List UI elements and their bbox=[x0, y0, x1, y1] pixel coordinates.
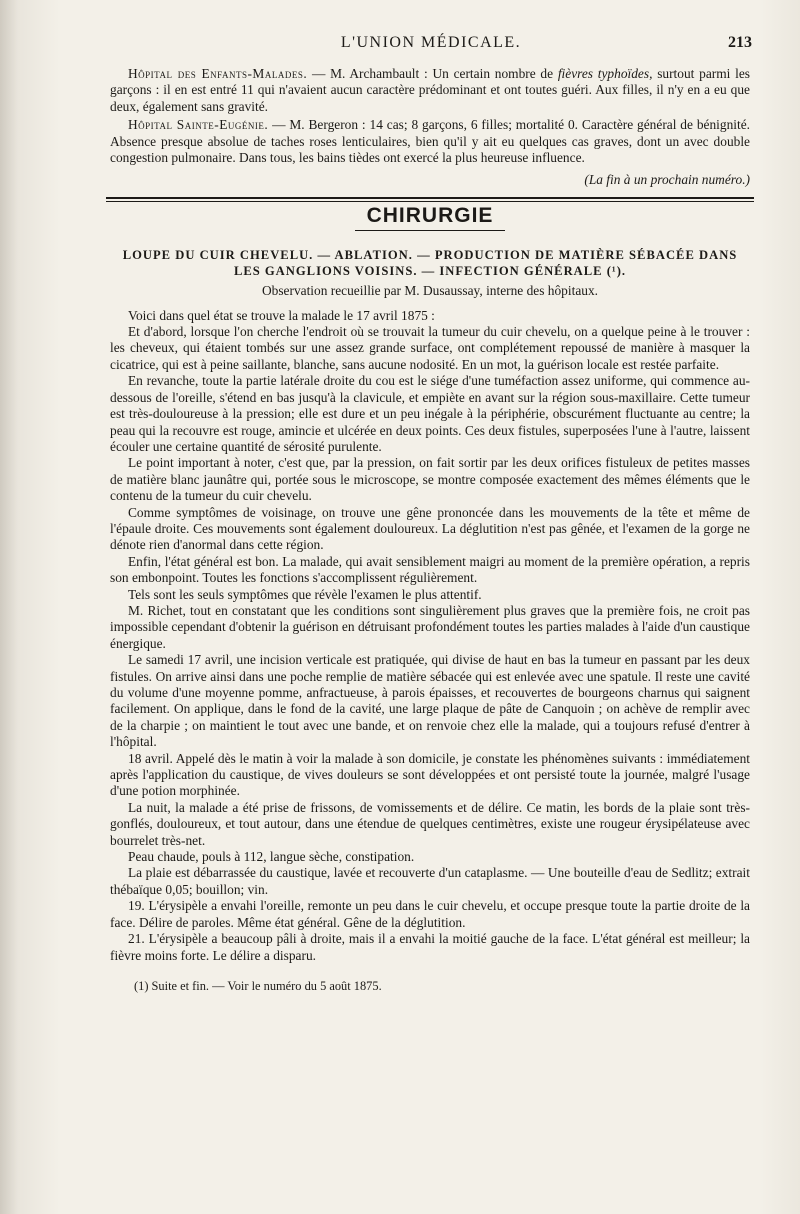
byline: Observation recueillie par M. Dusaussay, interne des hôpitaux. bbox=[261, 283, 599, 299]
body-paragraph: M. Richet, tout en constatant que les conditions sont singulièrement plus graves que la première fois, ne croit pas impossible cependant d'obtenir la guérison en détruisant profondément toutes les parties malades à l'aide d'un caustique énergique. bbox=[110, 602, 750, 651]
body-paragraph: 18 avril. Appelé dès le matin à voir la malade à son domicile, je constate les phénomènes suivants : immédiatement après l'application du caustique, de vives douleurs se sont développées et ont persisté toute la journée, malgré l'usage d'une potion morphinée. bbox=[110, 750, 750, 799]
hospital-report bbox=[110, 66, 750, 115]
hospital-name: Hôpital Sainte-Eugénie. bbox=[128, 117, 269, 133]
body-paragraph: 21. L'érysipèle a beaucoup pâli à droite, mais il a envahi la moitié gauche de la face. L'état général est meilleur; la fièvre moins forte. Le délire a disparu. bbox=[110, 931, 750, 963]
body-paragraph: Voici dans quel état se trouve la malade le 17 avril 1875 : bbox=[128, 307, 435, 323]
body-paragraph: Le point important à noter, c'est que, par la pression, on fait sortir par les deux orifices fistuleux de petites masses de matière blanc jaunâtre qui, portée sous le microscope, se montre composée exactement des mêmes éléments que le contenu de la tumeur du cuir chevelu. bbox=[110, 455, 750, 504]
body-paragraph: En revanche, toute la partie latérale droite du cou est le siége d'une tuméfaction assez uniforme, qui commence au-dessous de l'oreille, s'étend en bas jusqu'à la clavicule, et empiète en avant sur la région sous-maxillaire. Cette tumeur est très-douloureuse à la pression; elle est dure et un peu inégale à la périphérie, obscurément fluctuante au centre; la peau qui la recouvre est rouge, amincie et ulcérée en deux points. Ces deux fistules, superposées l'une à l'autre, laissent écouler une certaine quantité de sérosité purulente. bbox=[110, 373, 750, 454]
running-title: L'UNION MÉDICALE. bbox=[340, 34, 522, 51]
body-paragraph: Tels sont les seuls symptômes que révèle l'examen le plus attentif. bbox=[128, 586, 482, 602]
article-title-line: LES GANGLIONS VOISINS. — INFECTION GÉNÉRALE (¹). bbox=[233, 264, 627, 279]
hospital-report bbox=[110, 117, 750, 166]
article-title-line: LOUPE DU CUIR CHEVELU. — ABLATION. — PRODUCTION DE MATIÈRE SÉBACÉE DANS bbox=[122, 248, 738, 263]
footnote: (1) Suite et fin. — Voir le numéro du 5 août 1875. bbox=[134, 978, 382, 993]
body-paragraph: 19. L'érysipèle a envahi l'oreille, remonte un peu dans le cuir chevelu, et occupe presque toute la partie droite de la face. Délire de paroles. Même état général. Gêne de la déglutition. bbox=[110, 898, 750, 930]
body-paragraph: Le samedi 17 avril, une incision verticale est pratiquée, qui divise de haut en bas la tumeur en passant par les deux fistules. On arrive ainsi dans une poche remplie de matière sébacée qui est enlevée avec une spatule. Il reste une cavité du volume d'une moyenne pomme, anfractueuse, à parois épaisses, et recouvertes de bourgeons charnus qui saignent facilement. On applique, dans le fond de la cavité, une large plaque de pâte de Canquoin ; on achève de remplir avec de la charpie ; on maintient le tout avec une bande, et on renvoie chez elle la malade, qui a toujours refusé d'entrer à l'hôpital. bbox=[110, 652, 750, 750]
body-paragraph: La plaie est débarrassée du caustique, lavée et recouverte d'un cataplasme. — Une bouteille d'eau de Sedlitz; extrait thébaïque 0,05; bouillon; vin. bbox=[110, 865, 750, 897]
report-text: — M. Archambault : Un certain nombre de bbox=[307, 66, 558, 81]
page-header bbox=[110, 34, 752, 56]
page-number: 213 bbox=[728, 34, 752, 51]
article-title bbox=[110, 247, 750, 279]
continued-note: (La fin à un prochain numéro.) bbox=[584, 172, 750, 188]
section-title: CHIRURGIE bbox=[366, 203, 494, 227]
body-paragraph: Enfin, l'état général est bon. La malade, qui avait sensiblement maigri au moment de la première opération, a repris son embonpoint. Toutes les fonctions s'accomplissent régulièrement. bbox=[110, 553, 750, 586]
section-divider bbox=[106, 197, 754, 202]
hospital-name: Hôpital des Enfants-Malades. bbox=[128, 66, 308, 81]
report-text: surtout parmi les garçons : il en est entré 11 qui n'avaient aucun caractère prédominant et ont toutes guéri. Aux filles, il n'y en a eu que deux, également sans gravité. bbox=[110, 66, 750, 114]
title-rule bbox=[355, 230, 505, 231]
body-paragraph: La nuit, la malade a été prise de frissons, de vomissements et de délire. Ce matin, les bords de la plaie sont très-gonflés, douloureux, et tout autour, dans une étendue de quelques centimètres, existe une rougeur érysipélateuse avec bourrelet très-net. bbox=[110, 799, 750, 848]
report-italic: fièvres typhoïdes, bbox=[557, 66, 653, 81]
body-paragraph: Peau chaude, pouls à 112, langue sèche, constipation. bbox=[128, 849, 415, 865]
body-paragraph: Et d'abord, lorsque l'on cherche l'endroit où se trouvait la tumeur du cuir chevelu, on a quelque peine à le trouver : les cheveux, qui étaient tombés sur une assez grande surface, ont complétement repoussé de manière à masquer la cicatrice, qui est à peine saillante, blanche, sans aucune nodosité. En un mot, la guérison locale est restée parfaite. bbox=[110, 324, 750, 372]
body-paragraph: Comme symptômes de voisinage, on trouve une gêne prononcée dans les mouvements de la tête et même de l'épaule droite. Ces mouvements sont également douloureux. La déglutition n'est pas gênée, et l'examen de la gorge ne dénote rien d'anormal dans cette région. bbox=[110, 504, 750, 553]
page-content bbox=[110, 66, 750, 994]
report-text: — M. Bergeron : 14 cas; 8 garçons, 6 filles; mortalité 0. Caractère général de bénignité. Absence presque absolue de taches roses lenticulaires, bien qu'il y ait eu quelques cas graves, dont un avec double congestion pulmonaire. Dans tous, les bains tièdes ont exercé la plus heureuse influence. bbox=[110, 117, 750, 166]
